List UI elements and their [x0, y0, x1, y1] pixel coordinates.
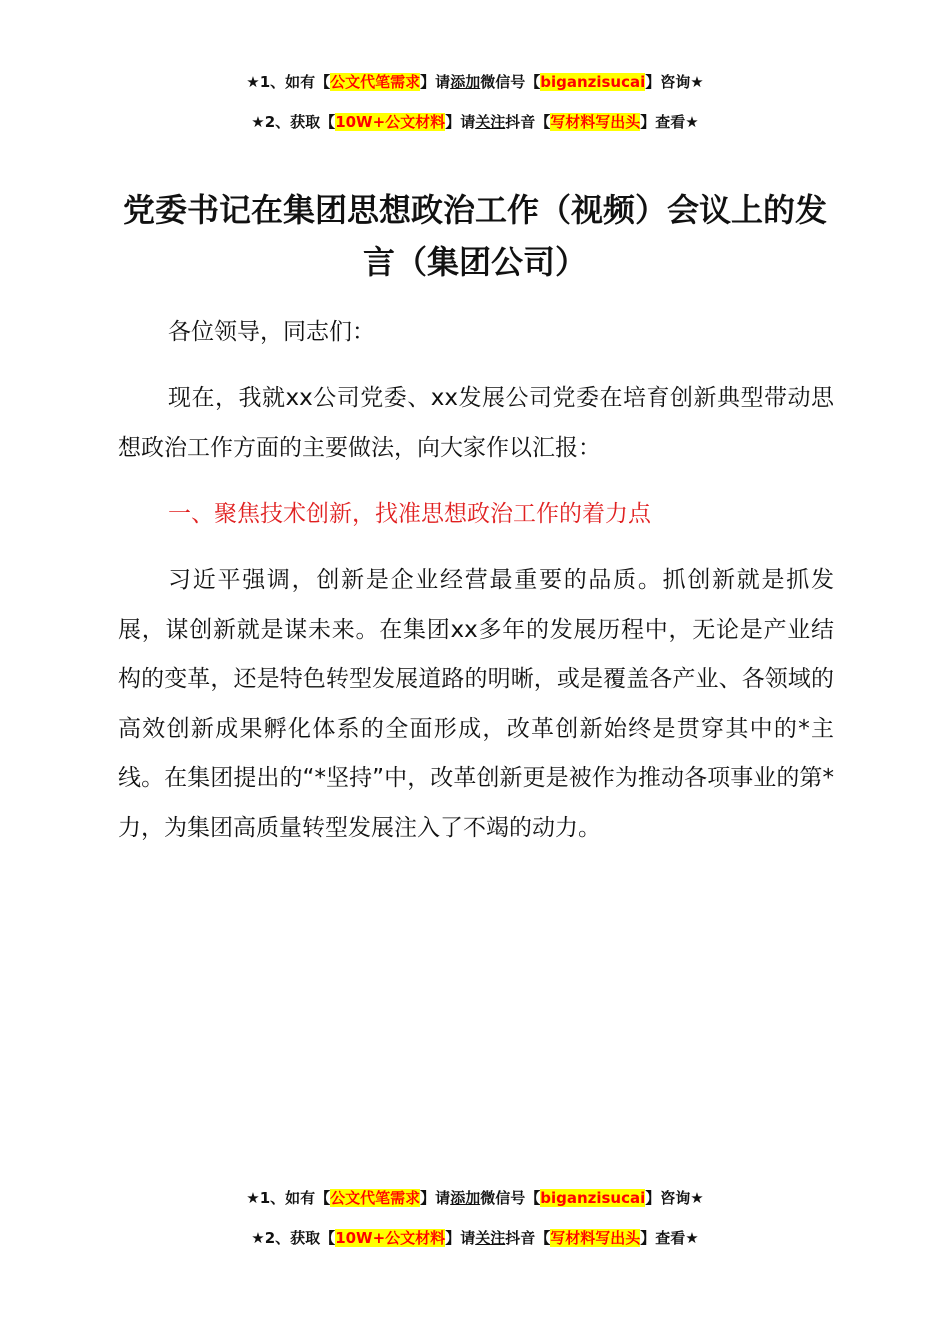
banner-text: 】请 — [445, 1229, 476, 1247]
banner-underline: 添加 — [450, 73, 481, 91]
document-title: 党委书记在集团思想政治工作（视频）会议上的发言（集团公司） — [122, 191, 827, 281]
banner-text: 】请 — [445, 113, 476, 131]
banner-text: 】咨询★ — [645, 73, 704, 91]
banner-text: ★2、获取【 — [251, 113, 336, 131]
banner-text: 】请 — [420, 1189, 451, 1207]
banner-highlight-douyin: 写材料写出头 — [550, 113, 641, 131]
banner-highlight-wechat: biganzisucai — [540, 73, 646, 91]
banner-text: 微信号【 — [480, 1189, 541, 1207]
banner-highlight: 公文代笔需求 — [330, 73, 421, 91]
bottom-banner-line-1 — [0, 1187, 950, 1209]
body-paragraph-1: 习近平强调，创新是企业经营最重要的品质。抓创新就是抓发展，谋创新就是谋未来。在集团xx多年的发展历程中，无论是产业结构的变革，还是特色转型发展道路的明晰，或是覆盖各产业、各领域的高效创新成果孵化体系的全面形成，改革创新始终是贯穿其中的*主线。在集团提出的“*坚持”中，改革创新更是被作为推动各项事业的第*力，为集团高质量转型发展注入了不竭的动力。 — [118, 567, 834, 841]
banner-text: ★2、获取【 — [251, 1229, 336, 1247]
banner-underline: 添加 — [450, 1189, 481, 1207]
banner-text: ★1、如有【 — [246, 73, 331, 91]
banner-highlight: 公文代笔需求 — [330, 1189, 421, 1207]
greeting: 各位领导，同志们： — [168, 319, 375, 345]
banner-underline: 关注 — [475, 113, 506, 131]
banner-highlight: 10W+公文材料 — [335, 1229, 446, 1247]
top-banner-line-2 — [0, 111, 950, 133]
banner-text: 抖音【 — [505, 113, 551, 131]
banner-underline: 关注 — [475, 1229, 506, 1247]
banner-highlight-wechat: biganzisucai — [540, 1189, 646, 1207]
banner-text: 】查看★ — [640, 113, 699, 131]
section-heading-1: 一、聚焦技术创新，找准思想政治工作的着力点 — [168, 501, 651, 527]
banner-text: 】查看★ — [640, 1229, 699, 1247]
top-banner-line-1 — [0, 71, 950, 93]
banner-highlight: 10W+公文材料 — [335, 113, 446, 131]
banner-text: 】请 — [420, 73, 451, 91]
banner-text: ★1、如有【 — [246, 1189, 331, 1207]
banner-text: 抖音【 — [505, 1229, 551, 1247]
bottom-banner-line-2 — [0, 1227, 950, 1249]
banner-text: 】咨询★ — [645, 1189, 704, 1207]
banner-highlight-douyin: 写材料写出头 — [550, 1229, 641, 1247]
intro-paragraph: 现在，我就xx公司党委、xx发展公司党委在培育创新典型带动思想政治工作方面的主要做法，向大家作以汇报： — [118, 385, 834, 461]
banner-text: 微信号【 — [480, 73, 541, 91]
